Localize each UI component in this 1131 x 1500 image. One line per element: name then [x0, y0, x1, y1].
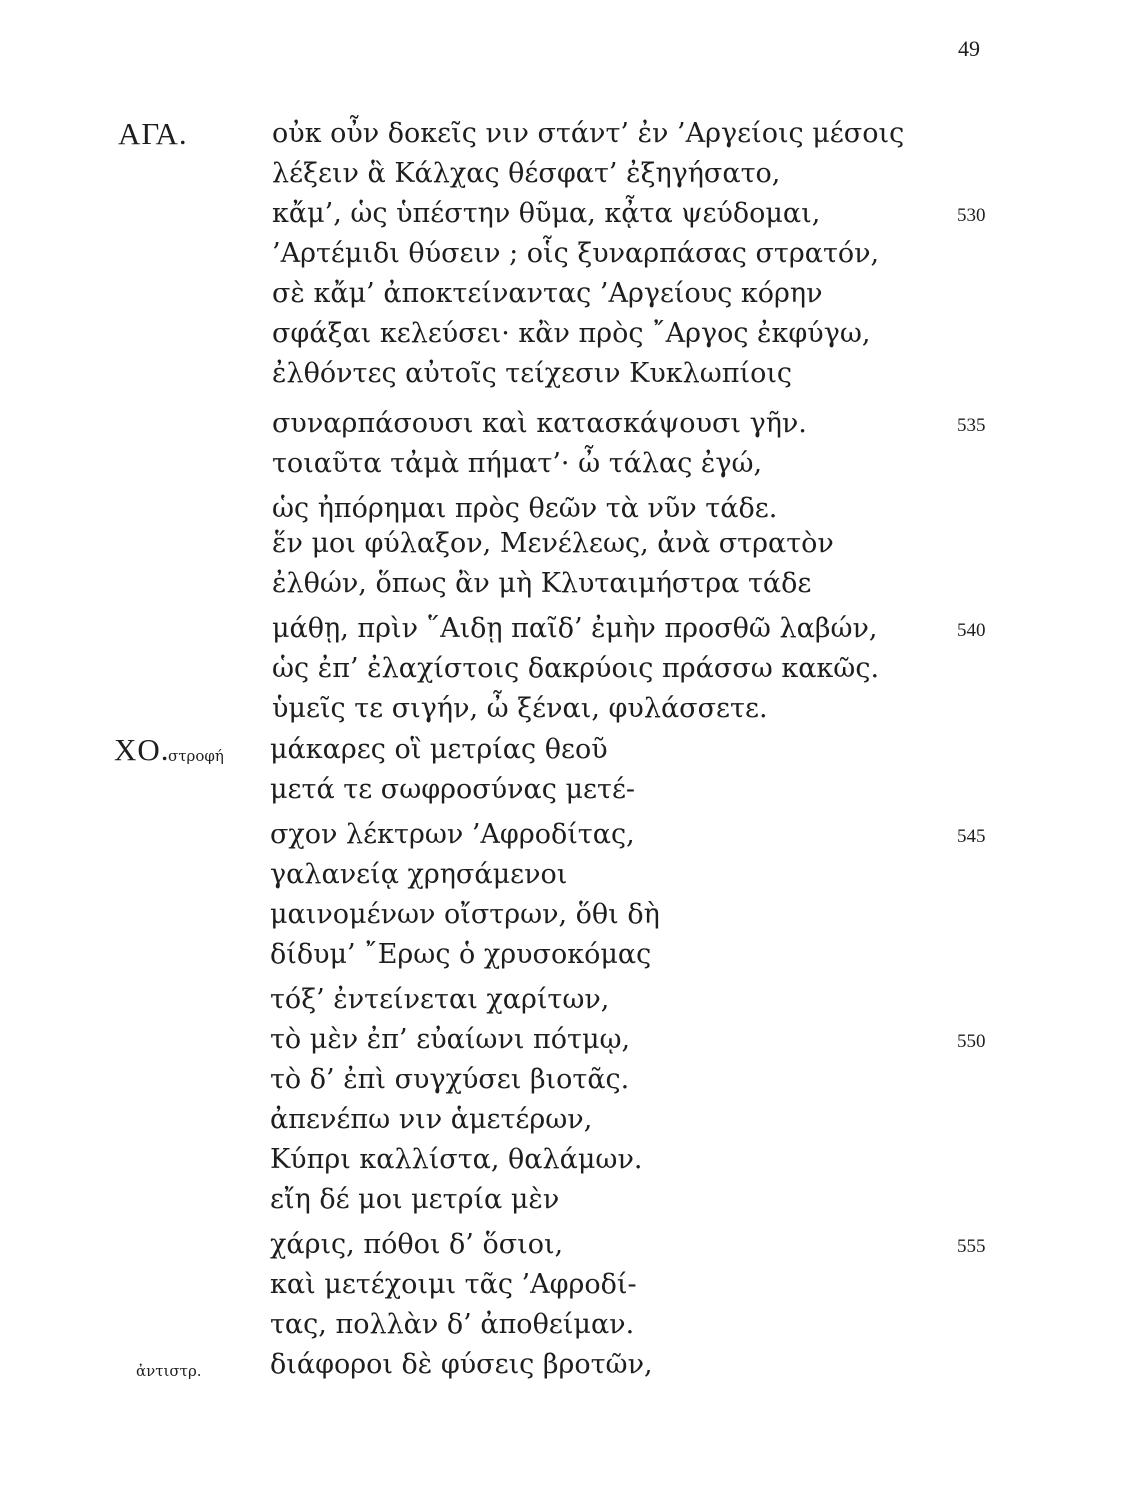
line-number: 530 — [957, 205, 986, 226]
verse-text: καὶ μετέχοιμι τᾶς ’Αφροδί- — [270, 1269, 637, 1300]
ode-marker: ἀντιστρ. — [136, 1362, 202, 1380]
verse-line — [0, 564, 1131, 604]
verse-text: οὐκ οὖν δοκεῖς νιν στάντ’ ἐν ’Αργείοις μέσοις — [272, 118, 905, 149]
verse-text: ὡς ἠπόρημαι πρὸς θεῶν τὰ νῦν τάδε. — [272, 493, 778, 524]
verse-text: μάκαρες οἳ μετρίας θεοῦ — [270, 734, 608, 765]
line-number: 550 — [957, 1031, 986, 1052]
verse-line — [0, 234, 1131, 274]
verse-line — [0, 444, 1131, 484]
verse-line — [0, 1020, 1131, 1060]
verse-line — [0, 354, 1131, 394]
verse-text: μετά τε σωφροσύνας μετέ- — [270, 774, 636, 805]
verse-line — [0, 1265, 1131, 1305]
verse-line — [0, 980, 1131, 1020]
verse-line — [0, 404, 1131, 444]
verse-line — [0, 855, 1131, 895]
verse-text: σὲ κἄμ’ ἀποκτείναντας ’Αργείους κόρην — [272, 278, 823, 309]
speaker-label: ΑΓΑ. — [118, 116, 188, 151]
verse-line — [0, 770, 1131, 810]
verse-line — [0, 1100, 1131, 1140]
verse-line — [0, 730, 1131, 770]
speaker-label: ΧΟ. — [114, 732, 170, 767]
verse-text: συναρπάσουσι καὶ κατασκάψουσι γῆν. — [272, 408, 807, 439]
verse-text: ’Αρτέμιδι θύσειν ; οἷς ξυναρπάσας στρατόν, — [272, 238, 880, 269]
verse-line — [0, 114, 1131, 154]
verse-text: Κύπρι καλλίστα, θαλάμων. — [270, 1144, 643, 1175]
line-number: 535 — [957, 415, 986, 436]
verse-line — [0, 689, 1131, 729]
line-number: 555 — [957, 1236, 986, 1257]
verse-text: τὸ μὲν ἐπ’ εὐαίωνι πότμῳ, — [270, 1024, 631, 1055]
verse-line — [0, 274, 1131, 314]
verse-text: τας, πολλὰν δ’ ἀποθείμαν. — [270, 1309, 635, 1340]
verse-text: τόξ’ ἐντείνεται χαρίτων, — [270, 984, 610, 1015]
verse-line — [0, 314, 1131, 354]
verse-text: κἄμ’, ὡς ὑπέστην θῦμα, κᾆτα ψεύδομαι, — [272, 198, 821, 229]
verse-line — [0, 1140, 1131, 1180]
verse-text: σφάξαι κελεύσει· κἂν πρὸς ῎Αργος ἐκφύγω, — [272, 318, 871, 349]
verse-text: τὸ δ’ ἐπὶ συγχύσει βιοτᾶς. — [270, 1064, 630, 1095]
verse-text: σχον λέκτρων ’Αφροδίτας, — [270, 819, 635, 850]
verse-line — [0, 1180, 1131, 1220]
verse-line — [0, 194, 1131, 234]
line-number: 545 — [957, 826, 986, 847]
verse-line — [0, 609, 1131, 649]
ode-marker: στροφή — [168, 747, 224, 765]
verse-line — [0, 154, 1131, 194]
verse-text: ὑμεῖς τε σιγήν, ὦ ξέναι, φυλάσσετε. — [272, 693, 768, 724]
verse-text: ἀπενέπω νιν ἁμετέρων, — [270, 1104, 593, 1135]
verse-text: διάφοροι δὲ φύσεις βροτῶν, — [270, 1349, 653, 1380]
verse-text: χάρις, πόθοι δ’ ὅσιοι, — [270, 1229, 564, 1260]
verse-text: ὡς ἐπ’ ἐλαχίστοις δακρύοις πράσσω κακῶς. — [272, 653, 880, 684]
verse-line — [0, 895, 1131, 935]
verse-line — [0, 489, 1131, 529]
verse-text: ἐλθών, ὅπως ἂν μὴ Κλυταιμήστρα τάδε — [272, 568, 812, 599]
verse-text: λέξειν ἃ Κάλχας θέσφατ’ ἐξηγήσατο, — [272, 158, 781, 189]
verse-line — [0, 1305, 1131, 1345]
verse-line — [0, 649, 1131, 689]
verse-line — [0, 935, 1131, 975]
verse-line — [0, 524, 1131, 564]
verse-line — [0, 1225, 1131, 1265]
verse-text: ἐλθόντες αὐτοῖς τείχεσιν Κυκλωπίοις — [272, 358, 793, 389]
verse-text: ἕν μοι φύλαξον, Μενέλεως, ἀνὰ στρατὸν — [272, 528, 834, 559]
page-number: 49 — [958, 36, 980, 61]
verse-text: μαινομένων οἴστρων, ὅθι δὴ — [270, 899, 660, 930]
verse-text: γαλανείᾳ χρησάμενοι — [270, 859, 568, 890]
verse-text: μάθῃ, πρὶν ῞Αιδῃ παῖδ’ ἐμὴν προσθῶ λαβών, — [272, 613, 878, 644]
verse-line — [0, 1345, 1131, 1385]
verse-line — [0, 815, 1131, 855]
line-number: 540 — [957, 620, 986, 641]
verse-text: τοιαῦτα τἀμὰ πήματ’· ὦ τάλας ἐγώ, — [272, 448, 763, 479]
verse-line — [0, 1060, 1131, 1100]
verse-text: εἴη δέ μοι μετρία μὲν — [270, 1184, 560, 1215]
verse-text: δίδυμ’ ῎Ερως ὁ χρυσοκόμας — [270, 939, 652, 970]
